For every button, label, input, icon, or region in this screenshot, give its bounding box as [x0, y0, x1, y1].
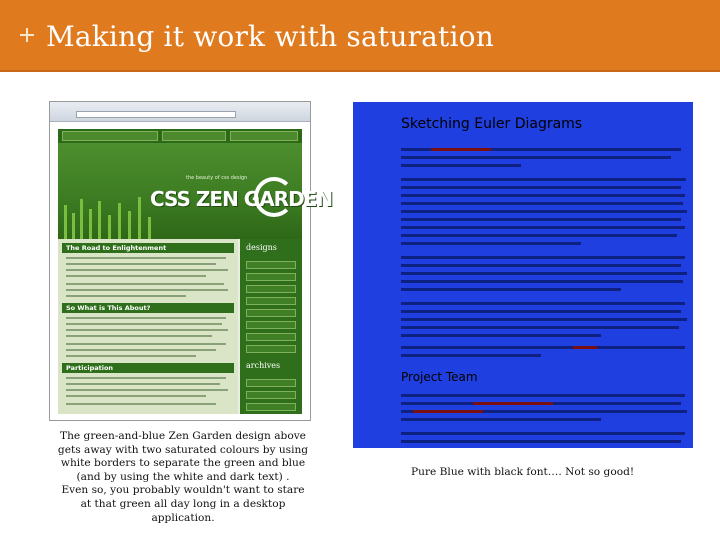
caption-line: white borders to separate the green and blue: [60, 457, 306, 470]
caption-line: application.: [151, 511, 215, 524]
zen-garden-caption: [45, 430, 321, 525]
zen-heading-3: Participation: [62, 363, 234, 373]
archives-label: archives: [246, 361, 281, 370]
caption-line: (and by using the white and dark text) .: [76, 470, 290, 483]
blue-page-title: Sketching Euler Diagrams: [401, 116, 583, 132]
zen-header-strip: [58, 129, 302, 143]
pure-blue-caption: Pure Blue with black font…. Not so good!: [411, 466, 635, 478]
zen-main-content: [58, 239, 238, 414]
caption-line: gets away with two saturated colours by using: [57, 443, 309, 456]
browser-address-bar: [76, 111, 236, 118]
blue-page-subtitle: Project Team: [401, 370, 478, 384]
zen-garden-page: [52, 123, 333, 420]
swirl-icon: [254, 177, 294, 217]
zen-garden-logo: CSS ZEN GARDEN: [150, 187, 333, 211]
zen-sidebar: [240, 239, 302, 414]
zen-tagline: the beauty of css design: [186, 175, 248, 181]
zen-heading-2: So What is This About?: [62, 303, 234, 313]
slide-title: Making it work with saturation: [46, 20, 494, 53]
caption-line: at that green all day long in a desktop: [80, 497, 286, 510]
zen-garden-screenshot: [49, 101, 333, 421]
caption-line: Even so, you probably wouldn't want to stare: [61, 484, 305, 497]
zen-garden-banner: [58, 143, 333, 239]
pure-blue-screenshot: [353, 102, 693, 448]
browser-toolbar: [50, 102, 310, 122]
plus-icon: [20, 28, 34, 42]
zen-heading-1: The Road to Enlightenment: [62, 243, 234, 253]
caption-line: The green-and-blue Zen Garden design above: [60, 430, 306, 442]
slide-title-bar: [0, 0, 720, 72]
designs-label: designs: [246, 243, 277, 252]
